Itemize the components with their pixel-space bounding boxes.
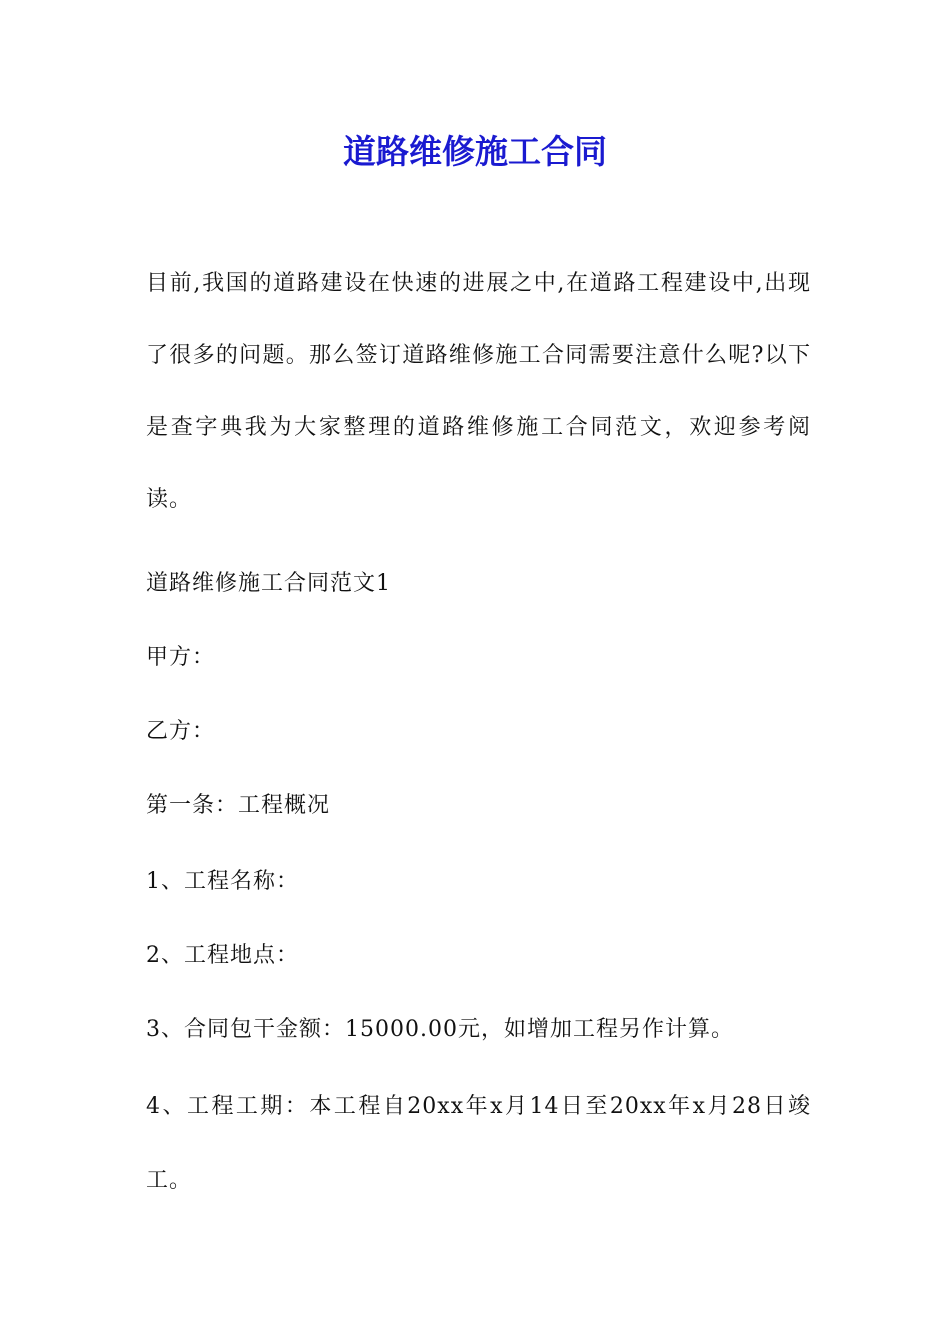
section-heading: 道路维修施工合同范文1 — [146, 571, 391, 596]
project-duration-item: 4、工程工期：本工程自20xx年x月14日至20xx年x月28日竣工。 — [146, 1094, 811, 1193]
party-a-label: 甲方： — [146, 645, 216, 670]
document-title: 道路维修施工合同 — [343, 132, 607, 171]
party-b-label: 乙方： — [146, 719, 216, 744]
contract-amount-item: 3、合同包干金额：15000.00元，如增加工程另作计算。 — [146, 1017, 734, 1042]
article-1-heading: 第一条：工程概况 — [146, 793, 331, 818]
intro-paragraph: 目前,我国的道路建设在快速的进展之中,在道路工程建设中,出现了很多的问题。那么签订道路维修施工合同需要注意什么呢?以下是查字典我为大家整理的道路维修施工合同范文，欢迎参考阅读。 — [146, 271, 811, 512]
project-location-item: 2、工程地点： — [146, 943, 299, 968]
project-name-item: 1、工程名称： — [146, 869, 299, 894]
